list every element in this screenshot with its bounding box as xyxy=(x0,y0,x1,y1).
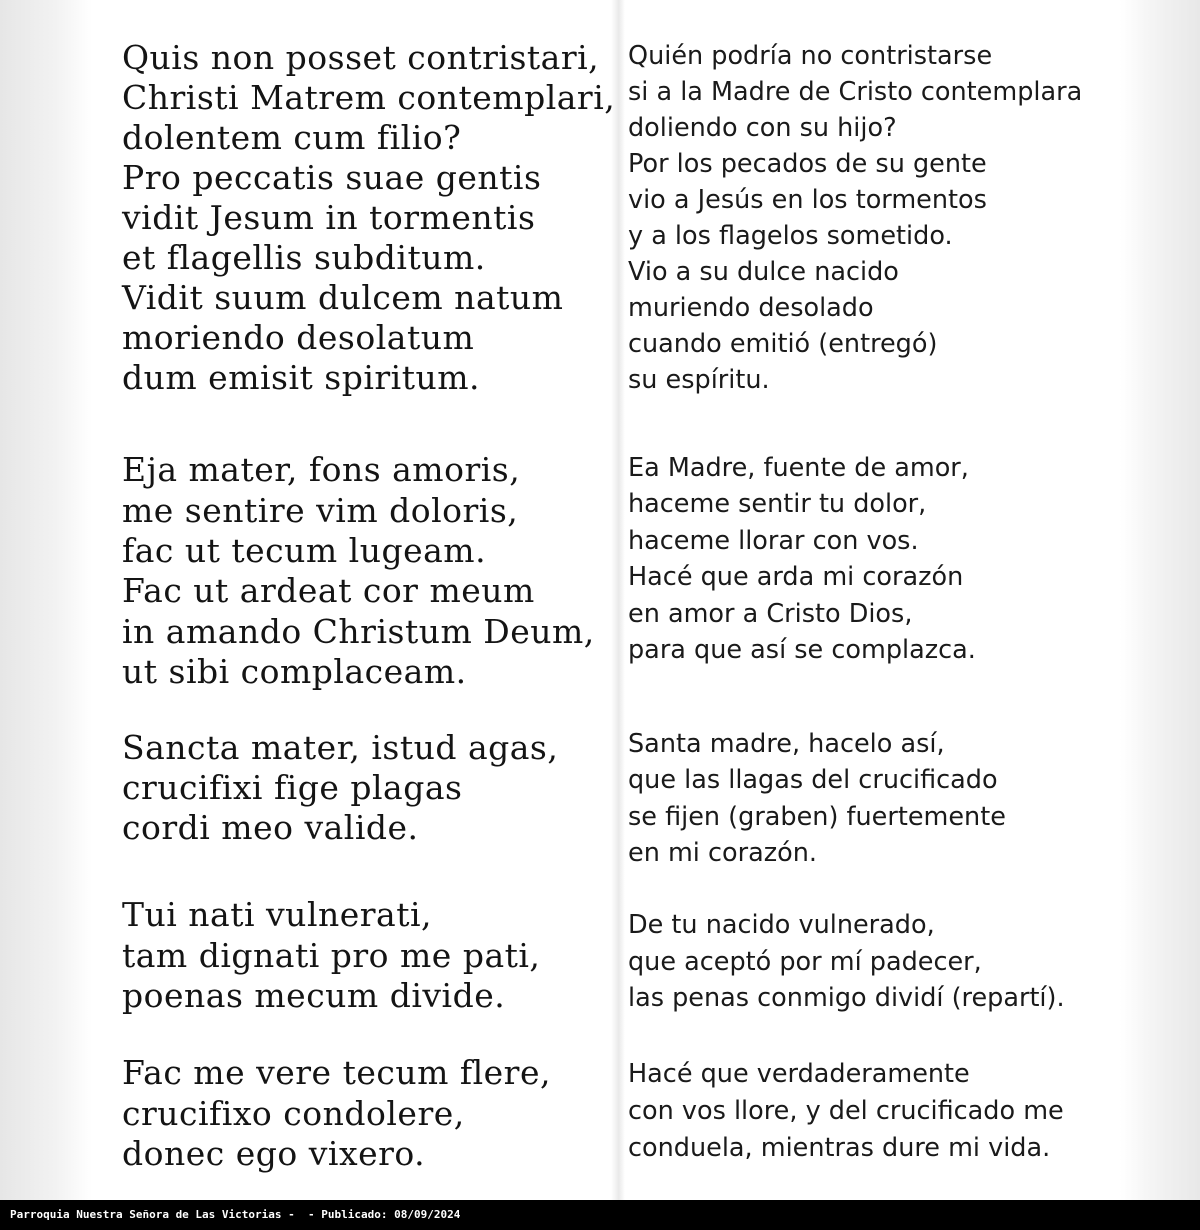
spanish-line: las penas conmigo dividí (repartí). xyxy=(628,983,1065,1013)
latin-line: tam dignati pro me pati, xyxy=(122,936,541,975)
spanish-line: cuando emitió (entregó) xyxy=(628,329,938,359)
page-fold xyxy=(611,0,625,1200)
latin-line: ut sibi complaceam. xyxy=(122,652,467,691)
latin-line: fac ut tecum lugeam. xyxy=(122,531,487,570)
spanish-line: para que así se complazca. xyxy=(628,635,976,665)
latin-line: dolentem cum filio? xyxy=(122,118,462,157)
page-edge-shadow-left xyxy=(0,0,92,1200)
spanish-line: haceme sentir tu dolor, xyxy=(628,489,927,519)
latin-line: et flagellis subditum. xyxy=(122,238,486,277)
spanish-line: Por los pecados de su gente xyxy=(628,149,987,179)
latin-line: me sentire vim doloris, xyxy=(122,491,519,530)
spanish-line: y a los flagelos sometido. xyxy=(628,221,953,251)
latin-line: Fac ut ardeat cor meum xyxy=(122,571,535,610)
page-edge-shadow-right xyxy=(1120,0,1200,1200)
spanish-line: Ea Madre, fuente de amor, xyxy=(628,453,969,483)
spanish-line: De tu nacido vulnerado, xyxy=(628,910,935,940)
latin-line: donec ego vixero. xyxy=(122,1134,426,1173)
footer-bar: Parroquia Nuestra Señora de Las Victorias - - Publicado: 08/09/2024 xyxy=(0,1200,1200,1230)
latin-line: Sancta mater, istud agas, xyxy=(122,728,559,767)
latin-line: Vidit suum dulcem natum xyxy=(122,278,564,317)
spanish-line: Hacé que verdaderamente xyxy=(628,1059,970,1089)
latin-line: dum emisit spiritum. xyxy=(122,358,481,397)
latin-line: crucifixi fige plagas xyxy=(122,768,463,807)
latin-line: vidit Jesum in tormentis xyxy=(122,198,536,237)
spanish-line: se fijen (graben) fuertemente xyxy=(628,802,1006,832)
spanish-line: Vio a su dulce nacido xyxy=(628,257,899,287)
spanish-line: en amor a Cristo Dios, xyxy=(628,599,913,629)
spanish-line: vio a Jesús en los tormentos xyxy=(628,185,987,215)
latin-line: Quis non posset contristari, xyxy=(122,38,600,77)
latin-line: moriendo desolatum xyxy=(122,318,475,357)
spanish-line: en mi corazón. xyxy=(628,838,817,868)
spanish-line: si a la Madre de Cristo contemplara xyxy=(628,77,1083,107)
spanish-line: que aceptó por mí padecer, xyxy=(628,947,982,977)
latin-line: Christi Matrem contemplari, xyxy=(122,78,616,117)
latin-line: Fac me vere tecum flere, xyxy=(122,1053,551,1092)
spanish-line: con vos llore, y del crucificado me xyxy=(628,1096,1064,1126)
spanish-line: muriendo desolado xyxy=(628,293,874,323)
spanish-line: doliendo con su hijo? xyxy=(628,113,897,143)
latin-line: in amando Christum Deum, xyxy=(122,612,595,651)
spanish-line: Santa madre, hacelo así, xyxy=(628,729,945,759)
spanish-line: haceme llorar con vos. xyxy=(628,526,919,556)
latin-line: cordi meo valide. xyxy=(122,808,419,847)
latin-line: Pro peccatis suae gentis xyxy=(122,158,542,197)
spanish-line: Quién podría no contristarse xyxy=(628,41,993,71)
spanish-line: su espíritu. xyxy=(628,365,770,395)
latin-line: poenas mecum divide. xyxy=(122,976,506,1015)
latin-line: Eja mater, fons amoris, xyxy=(122,450,521,489)
latin-line: Tui nati vulnerati, xyxy=(122,895,433,934)
spanish-line: conduela, mientras dure mi vida. xyxy=(628,1133,1051,1163)
spanish-line: Hacé que arda mi corazón xyxy=(628,562,964,592)
spanish-line: que las llagas del crucificado xyxy=(628,765,998,795)
latin-line: crucifixo condolere, xyxy=(122,1094,465,1133)
